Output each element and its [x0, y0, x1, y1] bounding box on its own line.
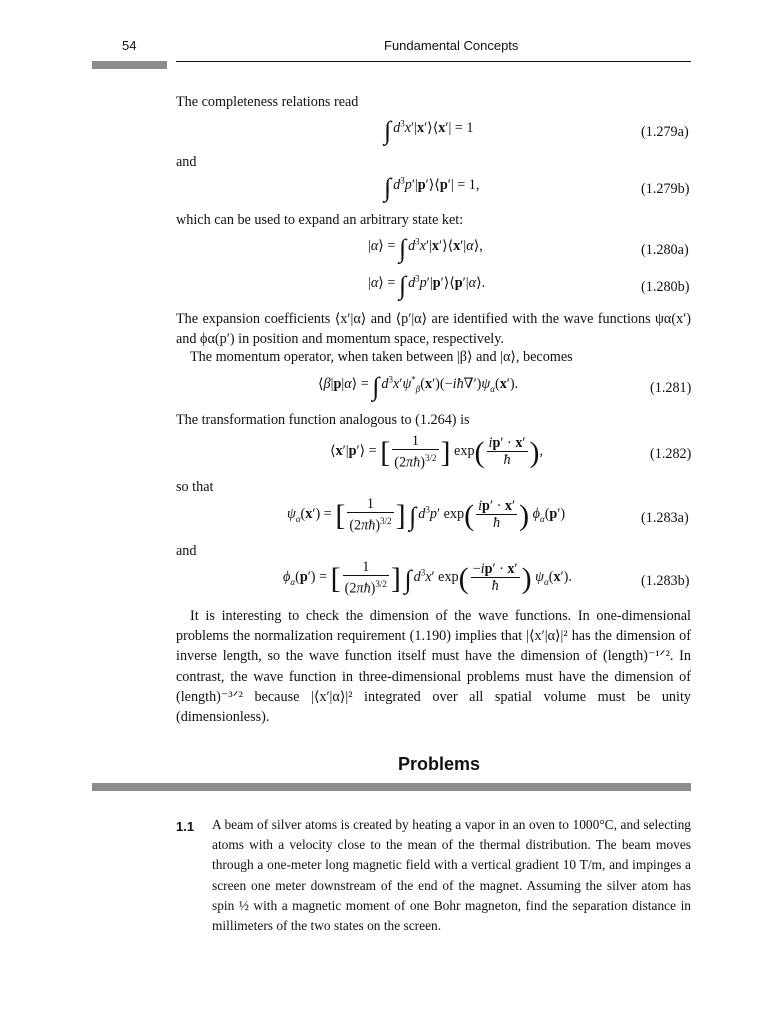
problem-text: A beam of silver atoms is created by heating a vapor in an oven to 1000°C, and selecting atoms with a velocity close to the mean of the thermal distribution. The beam moves through a one-meter long magnetic field with a vertical gradient 10 T/m, and impinges a screen one meter downstream of the end of the magnet. Assuming the silver atom has spin ½ with a magnetic moment of one Bohr magneton, find the separation distance in millimeters of the two states on the screen. — [212, 817, 691, 934]
text-and-1: and — [176, 154, 197, 170]
header-gray-bar — [92, 61, 167, 69]
text-transformation: The transformation function analogous to (1.264) is — [176, 412, 470, 428]
problems-heading: Problems — [398, 754, 481, 774]
equation-number-1281: (1.281) — [650, 380, 692, 396]
equation-1279a: ∫ $d^3x'|x'⟩⟨x'| = 1$ — [384, 116, 474, 145]
problems-gray-bar — [92, 783, 691, 791]
equation-number-1283b: (1.283b) — [641, 573, 690, 589]
text-momentum-operator: The momentum operator, when taken between |β⟩ and |α⟩, becomes — [190, 349, 573, 365]
text-completeness: The completeness relations read — [176, 94, 359, 110]
text-expansion-coefficients: The expansion coefficients ⟨x′|α⟩ and ⟨p′|α⟩ are identified with the wave functions ψα(x′) and ϕα(p′) in position and momentum space, respectively. — [176, 311, 691, 348]
running-title: Fundamental Concepts — [384, 38, 519, 53]
equation-1283a: $\psi_\alpha(x')$ = [ $\frac{1}{(2\pi ħ)^{3/2}}$ ] ∫ $d^3p'$ exp( $\frac{ip' \cdot x'}{ħ}$ ) $\phi_\alpha(p')$ — [287, 496, 566, 534]
page-number: 54 — [122, 38, 137, 53]
equation-1280a: |α⟩ = ∫ $d^3x'|x'⟩⟨x'|\alpha⟩$, — [368, 234, 483, 263]
problem-number: 1.1 — [176, 819, 195, 834]
equation-number-1280b: (1.280b) — [641, 279, 690, 295]
equation-1280b: |α⟩ = ∫ $d^3p'|p'⟩⟨p'|\alpha⟩$. — [368, 271, 486, 300]
text-dimension-paragraph: It is interesting to check the dimension of the wave functions. In one-dimensional problems the normalization requirement (1.190) implies that |⟨x′|α⟩|² has the dimension of inverse length, so the wave function itself must have the dimension of (length)⁻¹ᐟ². In contrast, the wave function in three-dimensional problems must have the dimension of (length)⁻³ᐟ² because |⟨x′|α⟩|² integrated over all spatial volume must be unity (dimensionless). — [176, 608, 691, 726]
equation-number-1279b: (1.279b) — [641, 181, 690, 197]
text-expand: which can be used to expand an arbitrary state ket: — [176, 212, 464, 228]
equation-1283b: $\phi_\alpha(p')$ = [ $\frac{1}{(2\pi ħ)^{3/2}}$ ] ∫ $d^3x'$ exp( $\frac{-ip' \cdot x'}{ħ}$ ) $\psi_\alpha(x')$. — [283, 559, 572, 597]
equation-1279b: ∫ $d^3p'|p'⟩⟨p'| = 1$, — [384, 173, 480, 202]
text-and-2: and — [176, 543, 197, 559]
equation-1282: ⟨x′|p′⟩ = [ $\frac{1}{(2\pi ħ)^{3/2}}$ ] exp( $\frac{ip' \cdot x'}{ħ}$ ), — [330, 433, 544, 471]
equation-number-1282: (1.282) — [650, 446, 692, 462]
equation-number-1280a: (1.280a) — [641, 242, 689, 258]
equation-number-1283a: (1.283a) — [641, 510, 689, 526]
header-rule — [176, 61, 691, 62]
equation-number-1279a: (1.279a) — [641, 124, 689, 140]
text-so-that: so that — [176, 479, 214, 495]
equation-1281: ⟨β|p|α⟩ = ∫ $d^3x'\psi^*_\beta(x')(-iħ\nabla')\psi_\alpha(x')$. — [318, 372, 519, 401]
